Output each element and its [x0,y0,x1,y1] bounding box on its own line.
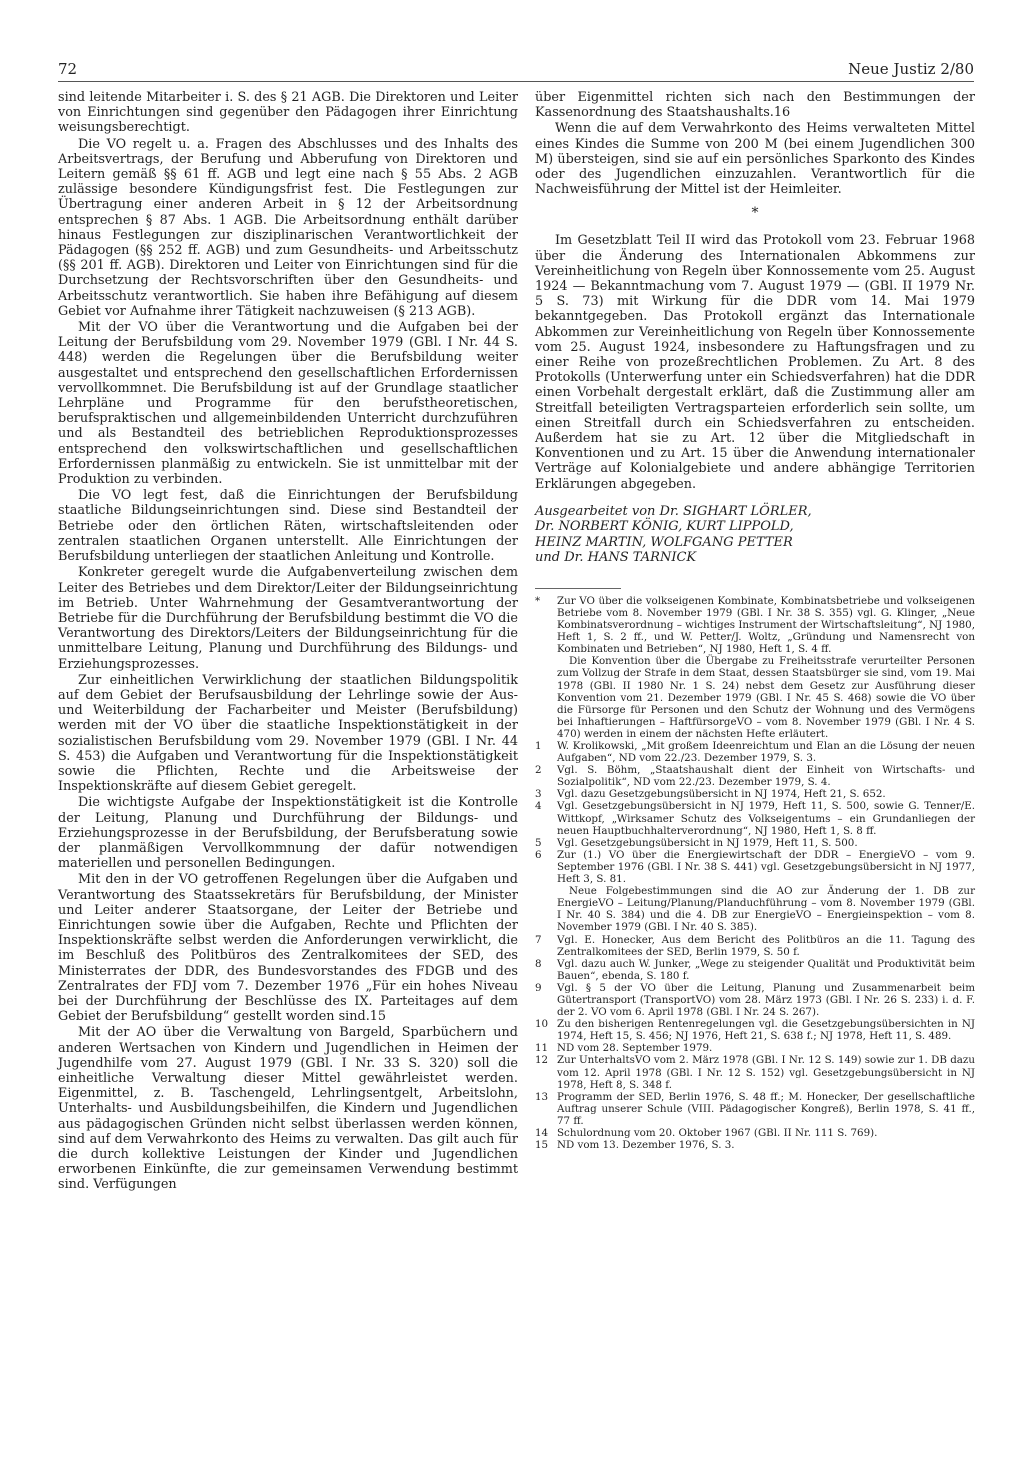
footnote [535,982,975,1018]
footnote [535,837,975,849]
footnotes [535,595,975,1151]
left-column [58,90,518,1193]
paragraph: Die wichtigste Aufgabe der Inspektionstätigkeit ist die Kontrolle der Leitung, Planung und Durchführung der Bildungs- und Erziehungsprozesse in der Berufsbildung, der Berufsberatung sowie der planmäßigen Vervollkommnung der dafür notwendigen materiellen und personellen Bedingungen. [58,795,518,872]
author-line: Ausgearbeitet von Dr. SIGHART LÖRLER, [535,503,812,519]
footnote [535,1018,975,1042]
header-rule [58,81,974,82]
paragraph: Mit der AO über die Verwaltung von Bargeld, Sparbüchern und anderen Wertsachen von Kindern und Jugendlichen in Heimen der Jugendhilfe vom 27. August 1979 (GBl. I Nr. 33 S. 320) soll die einheitliche Verwaltung dieser Mittel gewährleistet werden. Eigenmittel, z. B. Taschengeld, Lehrlingsentgelt, Arbeitslohn, Unterhalts- und Ausbildungsbeihilfen, die Kindern und Jugendlichen aus pädagogischen Gründen nicht selbst überlassen werden können, sind auf dem Verwahrkonto des Heims zu verwalten. Das gilt auch für die durch kollektive Leistungen der Kinder und Jugendlichen erworbenen Einkünfte, die zur gemeinsamen Verwendung bestimmt sind. Verfügungen [58,1025,518,1193]
footnote [535,1139,975,1151]
footnote [535,1091,975,1127]
footnote [535,764,975,788]
right-column [535,90,975,1151]
article-paragraph: Im Gesetzblatt Teil II wird das Protokoll vom 23. Februar 1968 über die Änderung des Internationalen Abkommens zur Vereinheitlichung von Regeln über Konnossemente vom 25. August 1924 — Bekanntmachung vom 7. August 1979 — (GBl. II 1979 Nr. 5 S. 73) mit Wirkung für die DDR vom 14. Mai 1979 bekanntgegeben. Das Protokoll ergänzt das Internationale Abkommen zur Vereinheitlichung von Regeln über Konnossemente vom 25. August 1924, insbesondere zu Haftungsfragen und zu einer Reihe von prozeßrechtlichen Problemen. Zu Art. 8 des Protokolls (Unterwerfung unter ein Schiedsverfahren) hat die DDR einen Vorbehalt dergestalt erklärt, daß die Zustimmung aller am Streitfall beteiligten Vertragsparteien erforderlich sein sollte, um einen Streitfall durch ein Schiedsverfahren zu entscheiden. Außerdem hat sie zu Art. 12 über die Mitgliedschaft in Konventionen und zu Art. 15 über die Anwendung internationaler Verträge auf Kolonialgebiete und andere abhängige Territorien Erklärungen abgegeben. [535,233,975,492]
section-separator: * [751,205,759,222]
footnote [535,800,975,836]
footnote-number: 9 [535,981,542,994]
footnote-text: ND vom 13. Dezember 1976, S. 3. [557,1139,735,1152]
footnote-number: 13 [535,1090,549,1103]
author-line: und Dr. HANS TARNICK [535,550,697,566]
footnote-number: 6 [535,848,542,861]
footnote-number: 8 [535,957,542,970]
paragraph: Mit der VO über die Verantwortung und die Aufgaben bei der Leitung der Berufsbildung vom 29. November 1979 (GBl. I Nr. 44 S. 448) werden die Regelungen über die Berufsbildung weiter ausgestaltet und entsprechend den gesellschaftlichen Erfordernissen vervollkommnet. Die Berufsbildung ist auf der Grundlage staatlicher Lehrpläne und Programme für den berufstheoretischen, berufspraktischen und allgemeinbildenden Unterricht durchzuführen und als Bestandteil des betrieblichen Reproduktionsprozesses entsprechend den volkswirtschaftlichen und gesellschaftlichen Erfordernissen planmäßig zu entwickeln. Sie ist unmittelbar mit der Produktion zu verbinden. [58,320,518,488]
footnote-text: Vgl. E. Honecker, Aus dem Bericht des Politbüros an die 11. Tagung des Zentralkomitees der SED, Berlin 1979, S. 50 f. [557,933,975,958]
footnote-number: 15 [535,1139,549,1152]
footnote-text: ND vom 28. September 1979. [557,1042,713,1055]
footnote [535,788,975,800]
footnote-text: Vgl. Gesetzgebungsübersicht in NJ 1979, Heft 11, S. 500. [557,836,858,849]
footnote-number: 7 [535,933,542,946]
paragraph: Wenn die auf dem Verwahrkonto des Heims verwalteten Mittel eines Kindes die Summe von 200 M (bei einem Jugendlichen 300 M) übersteigen, sind sie auf ein persönliches Sparkonto des Kindes oder des Jugendlichen einzuzahlen. Verantwortlich für die Nachweisführung der Mittel ist der Heimleiter. [535,121,975,198]
footnote [535,1127,975,1139]
footnote-text: Vgl. dazu auch W. Junker, „Wege zu steigender Qualität und Produktivität beim Bauen“, ebenda, S. 180 f. [557,957,975,982]
paragraph: Konkreter geregelt wurde die Aufgabenverteilung zwischen dem Leiter des Betriebes und dem Direktor/Leiter der Bildungseinrichtung im Betrieb. Unter Wahrnehmung der Gesamtverantwortung der Betriebe für die Durchführung der Berufsbildung bestimmt die VO die Verantwortung des Direktors/Leiters der Bildungseinrichtung für die unmittelbare Leitung, Planung und Durchführung des Bildungs- und Erziehungsprozesses. [58,565,518,672]
footnote [535,1042,975,1054]
footnote-text: Die Konvention über die Übergabe zu Freiheitsstrafe verurteilter Personen zum Vollzug der Strafe in dem Staat, dessen Staatsbürger sie sind, vom 19. Mai 1978 (GBl. II 1980 Nr. 1 S. 24) nebst dem Gesetz zur Ausführung dieser Konvention vom 21. Dezember 1979 (GBl. I Nr. 45 S. 468) sowie die VO über die Fürsorge für Personen und den Schutz der Wohnung und des Vermögens bei Inhaftierungen – HaftfürsorgeVO – vom 8. November 1979 (GBl. I Nr. 4 S. 470) werden in einem der nächsten Hefte erläutert. [557,655,975,740]
footnote-number: * [535,594,541,607]
footnote [535,958,975,982]
paragraph: Die VO regelt u. a. Fragen des Abschlusses und des Inhalts des Arbeitsvertrags, der Berufung und Abberufung von Direktoren und Leitern gemäß §§ 61 ff. AGB und legt eine nach § 55 Abs. 2 AGB zulässige besondere Kündigungsfrist fest. Die Festlegungen zur Übertragung einer anderen Arbeit in § 12 der Arbeitsordnung entsprechen § 87 Abs. 1 AGB. Die Arbeitsordnung enthält darüber hinaus Festlegungen zur disziplinarischen Verantwortlichkeit der Pädagogen (§§ 252 ff. AGB) und zum Gesundheits- und Arbeitsschutz (§§ 201 ff. AGB). Direktoren und Leiter von Einrichtungen sind für die Durchsetzung der Rechtsvorschriften über den Gesundheits- und Arbeitsschutz verantwortlich. Sie haben ihre Befähigung auf diesem Gebiet vor Aufnahme ihrer Tätigkeit nachzuweisen (§ 213 AGB). [58,136,518,319]
footnote-text: W. Krolikowski, „Mit großem Ideenreichtum und Elan an die Lösung der neuen Aufgaben“, ND vom 22./23. Dezember 1979, S. 3. [557,740,975,765]
footnote-number: 5 [535,836,542,849]
footnote-text: Programm der SED, Berlin 1976, S. 48 ff.; M. Honecker, Der gesellschaftliche Auftrag unserer Schule (VIII. Pädagogischer Kongreß), Berlin 1978, S. 41 ff., 77 ff. [557,1090,975,1127]
footnote-number: 4 [535,800,542,813]
footnote [535,595,975,655]
footnote-text: Zur UnterhaltsVO vom 2. März 1978 (GBl. I Nr. 12 S. 149) sowie zur 1. DB dazu vom 12. April 1978 (GBl. I Nr. 12 S. 152) vgl. Gesetzgebungsübersicht in NJ 1978, Heft 8, S. 348 f. [557,1054,975,1091]
footnote [535,740,975,764]
footnote-number: 14 [535,1127,549,1139]
footnote-text: Vgl. § 5 der VO über die Leitung, Planung und Zusammenarbeit beim Gütertransport (TransportVO) vom 28. März 1973 (GBl. I Nr. 26 S. 233) i. d. F. der 2. VO vom 6. April 1978 (GBl. I Nr. 24 S. 267). [557,981,975,1019]
author-line: HEINZ MARTIN, WOLFGANG PETTER [535,534,793,550]
paragraph: über Eigenmittel richten sich nach den Bestimmungen der Kassenordnung des Staatshaushalts.16 [535,90,975,121]
footnote [535,1054,975,1090]
paragraph: Mit den in der VO getroffenen Regelungen über die Aufgaben und Verantwortung des Staatssekretärs für Berufsbildung, der Minister und Leiter anderer Staatsorgane, der Leiter der Betriebe und Einrichtungen sowie über die Aufgaben, Rechte und Pflichten der Inspektionskräfte selbst werden die Anforderungen verwirklicht, die im Beschluß des Politbüros des Zentralkomitees der SED, des Ministerrates der DDR, des Bundesvorstandes des FDGB und des Zentralrates der FDJ vom 7. Dezember 1976 „Für ein hohes Niveau bei der Durchführung der Beschlüsse des IX. Parteitages auf dem Gebiet der Berufsbildung“ gestellt worden sind.15 [58,872,518,1025]
paragraph: Die VO legt fest, daß die Einrichtungen der Berufsbildung staatliche Bildungseinrichtungen sind. Diese sind Bestandteil der Betriebe oder den örtlichen Räten, wirtschaftsleitenden oder zentralen staatlichen Organen unterstellt. Alle Einrichtungen der Berufsbildung unterliegen der staatlichen Anleitung und Kontrolle. [58,488,518,565]
footnote-text: Schulordnung vom 20. Oktober 1967 (GBl. II Nr. 111 S. 769). [557,1127,878,1139]
footnote-number: 2 [535,764,542,777]
author-credit [535,504,975,566]
journal-title: Neue Justiz 2/80 [848,60,974,78]
footnote-text: Neue Folgebestimmungen sind die AO zur Änderung der 1. DB zur EnergieVO – Leitung/Planung/Planduchführung – vom 8. November 1979 (GBl. I Nr. 40 S. 384) und die 4. DB zur EnergieVO – Energieinspektion – vom 8. November 1979 (GBl. I Nr. 40 S. 385). [557,885,975,934]
paragraph: Zur einheitlichen Verwirklichung der staatlichen Bildungspolitik auf dem Gebiet der Berufsausbildung der Lehrlinge sowie der Aus- und Weiterbildung der Facharbeiter und Meister (Berufsbildung) werden mit der VO über die staatliche Inspektionstätigkeit in der sozialistischen Berufsbildung vom 29. November 1979 (GBl. I Nr. 44 S. 453) die Aufgaben und Verantwortung für die Inspektionstätigkeit sowie die Pflichten, Rechte und die Arbeitsweise der Inspektionskräfte auf diesem Gebiet geregelt. [58,672,518,795]
footnote [535,934,975,958]
page-number: 72 [58,60,78,78]
author-line: Dr. NORBERT KÖNIG, KURT LIPPOLD, [535,519,794,535]
footnote-number: 12 [535,1054,549,1067]
footnote-text: Vgl. S. Böhm, „Staatshaushalt dient der Einheit von Wirtschafts- und Sozialpolitik“, ND vom 22./23. Dezember 1979, S. 4. [557,764,975,789]
footnote-number: 10 [535,1018,549,1031]
footnote-text: Zur (1.) VO über die Energiewirtschaft der DDR – EnergieVO – vom 9. September 1976 (GBl. I Nr. 38 S. 441) vgl. Gesetzgebungsübersicht in NJ 1977, Heft 3, S. 81. [557,848,975,886]
footnote-rule [535,588,621,589]
paragraph: sind leitende Mitarbeiter i. S. des § 21 AGB. Die Direktoren und Leiter von Einrichtungen sind gegenüber den Pädagogen ihrer Einrichtung weisungsberechtigt. [58,90,518,136]
footnote-text: Vgl. Gesetzgebungsübersicht in NJ 1979, Heft 11, S. 500, sowie G. Tenner/E. Wittkopf, „Wirksamer Schutz des Volkseigentums – ein Grundanliegen der neuen Hauptbuchhalterverordnung“, NJ 1980, Heft 1, S. 8 ff. [557,800,975,837]
footnote-number: 11 [535,1042,549,1055]
footnote-number: 3 [535,788,542,801]
footnote-text: Vgl. dazu Gesetzgebungsübersicht in NJ 1974, Heft 21, S. 652. [557,788,886,801]
footnote-text: Zur VO über die volkseigenen Kombinate, Kombinatsbetriebe und volkseigenen Betriebe vom 8. November 1979 (GBl. I Nr. 38 S. 355) vgl. G. Klinger, „Neue Kombinatsverordnung – wichtiges Instrument der Wirtschaftsleitung“, NJ 1980, Heft 1, S. 2 ff., und W. Petter/J. Woltz, „Gründung und Namensrecht von Kombinaten und Betrieben“, NJ 1980, Heft 1, S. 4 ff. [557,594,975,656]
footnote [535,849,975,885]
footnote-text: Zu den bisherigen Rentenregelungen vgl. die Gesetzgebungsübersichten in NJ 1974, Heft 15, S. 456; NJ 1976, Heft 21, S. 638 f.; NJ 1978, Heft 11, S. 489. [557,1018,975,1043]
footnote-number: 1 [535,740,542,752]
